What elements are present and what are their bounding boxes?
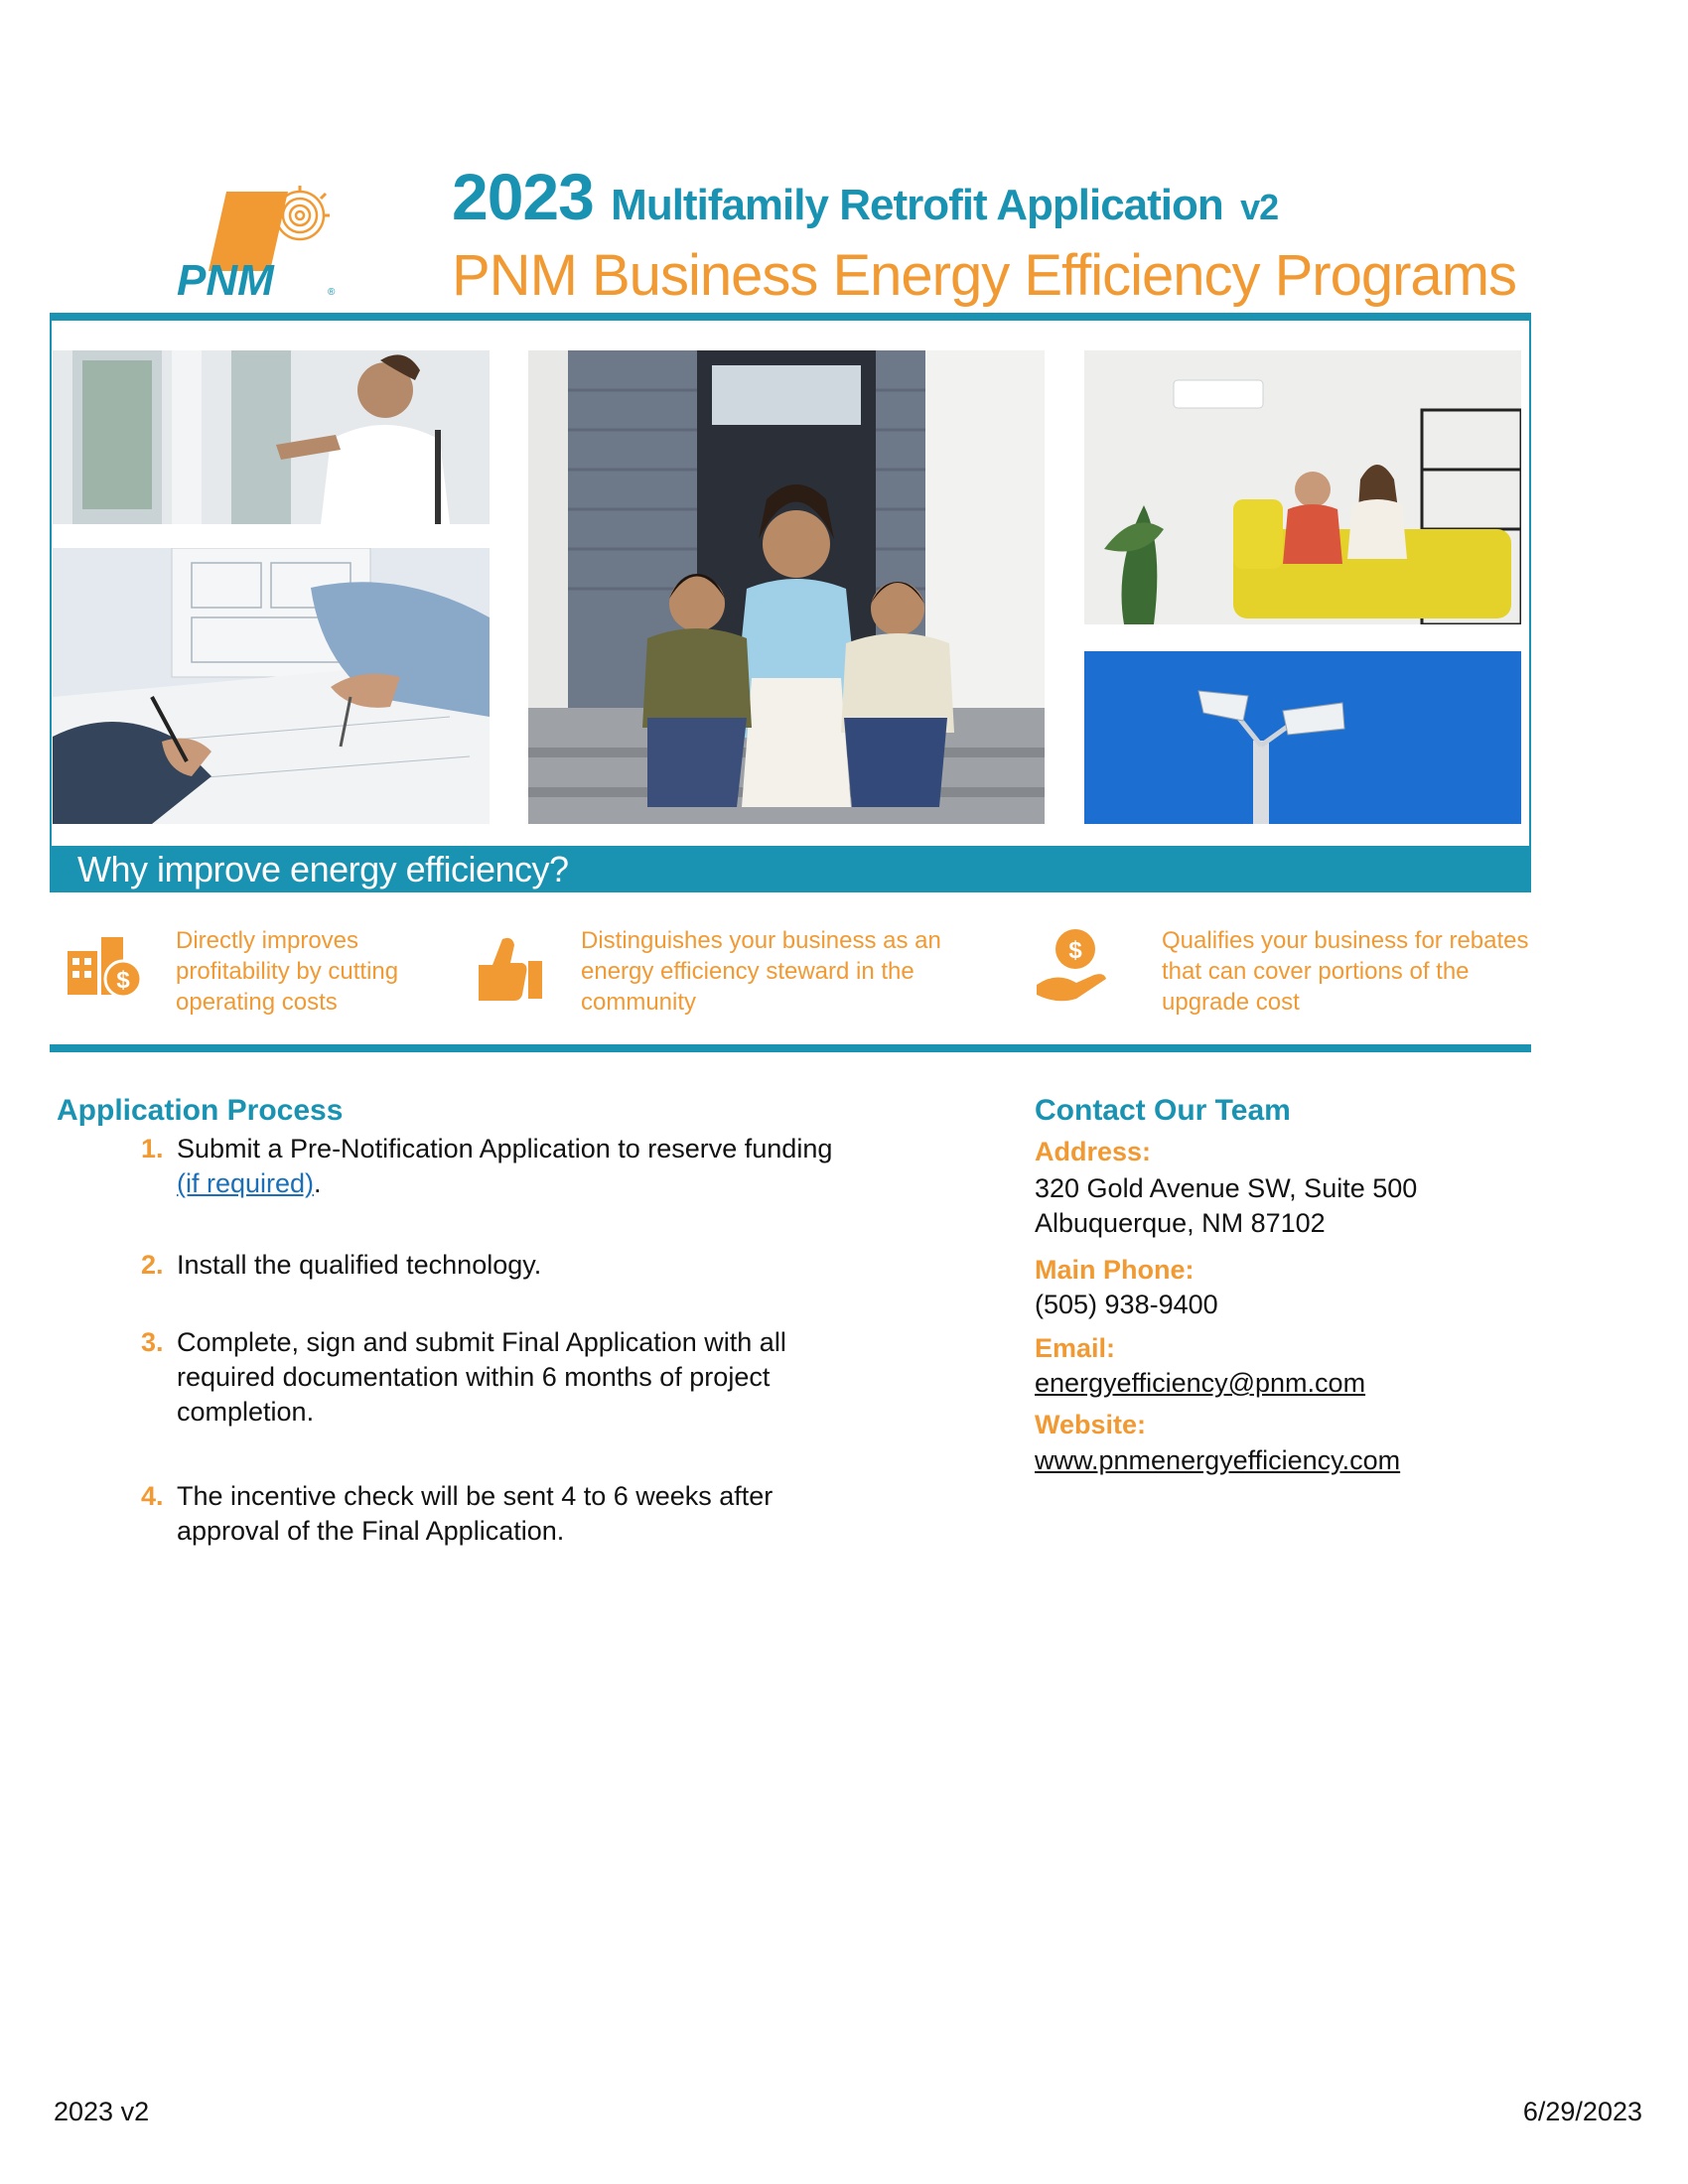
- pnm-logo: [169, 184, 343, 303]
- address-line-2: Albuquerque, NM 87102: [1035, 1208, 1326, 1238]
- step-text: Install the qualified technology.: [177, 1250, 542, 1280]
- email-link[interactable]: energyefficiency@pnm.com: [1035, 1368, 1366, 1398]
- title-year: 2023: [452, 160, 594, 233]
- step-text: The incentive check will be sent 4 to 6 weeks after approval of the Final Application.: [177, 1481, 774, 1546]
- step-3: [141, 1325, 872, 1430]
- benefit-text: Directly improves profitability by cutting operating costs: [176, 927, 399, 1016]
- building-dollar-icon: [62, 923, 151, 1013]
- photo-blueprint-planning: [53, 548, 490, 824]
- step-1: [141, 1132, 931, 1201]
- hand-coin-icon: [1031, 921, 1120, 1011]
- title-main: Multifamily Retrofit Application: [611, 181, 1223, 229]
- frame-border-right: [1529, 313, 1531, 890]
- title-version: v2: [1240, 187, 1279, 227]
- step-2: [141, 1248, 931, 1283]
- contact-heading: Contact Our Team: [1035, 1094, 1291, 1127]
- svg-text:®: ®: [328, 287, 336, 298]
- email-label: Email:: [1035, 1333, 1116, 1363]
- top-divider: [50, 313, 1531, 321]
- step-number: 3.: [141, 1327, 164, 1357]
- step-suffix: .: [314, 1168, 322, 1198]
- photo-living-room: [1084, 350, 1521, 624]
- why-heading: Why improve energy efficiency?: [77, 849, 569, 889]
- if-required-link[interactable]: (if required): [177, 1168, 315, 1198]
- phone-label: Main Phone:: [1035, 1255, 1195, 1285]
- step-number: 4.: [141, 1481, 164, 1511]
- step-4: [141, 1479, 872, 1549]
- step-text: Complete, sign and submit Final Application with all required documentation within 6 months of project completion.: [177, 1327, 786, 1427]
- thumbs-up-icon: [467, 923, 556, 1013]
- svg-text:$: $: [1068, 937, 1082, 964]
- page-subtitle: PNM Business Energy Efficiency Programs: [452, 243, 1517, 308]
- step-number: 1.: [141, 1134, 164, 1163]
- step-text: Submit a Pre-Notification Application to reserve funding: [177, 1134, 833, 1163]
- photo-window-installer: [53, 350, 490, 524]
- svg-text:$: $: [116, 967, 130, 994]
- phone-value: (505) 938-9400: [1035, 1290, 1218, 1319]
- address-line-1: 320 Gold Avenue SW, Suite 500: [1035, 1173, 1418, 1203]
- photo-street-light: [1084, 651, 1521, 824]
- page-title: [452, 159, 1544, 245]
- benefit-text: Distinguishes your business as an energy efficiency steward in the community: [581, 927, 941, 1016]
- application-process-heading: Application Process: [57, 1094, 344, 1127]
- frame-border-left: [50, 313, 52, 890]
- step-number: 2.: [141, 1250, 164, 1280]
- logo-text: PNM: [177, 256, 274, 303]
- footer-version: 2023 v2: [54, 2097, 150, 2126]
- address-label: Address:: [1035, 1137, 1152, 1166]
- benefit-text: Qualifies your business for rebates that can cover portions of the upgrade cost: [1162, 927, 1529, 1016]
- photo-family-porch: [528, 350, 1045, 824]
- website-link[interactable]: www.pnmenergyefficiency.com: [1035, 1445, 1401, 1475]
- footer-date: 6/29/2023: [1522, 2097, 1642, 2126]
- website-label: Website:: [1035, 1410, 1147, 1439]
- bottom-divider: [50, 1044, 1531, 1052]
